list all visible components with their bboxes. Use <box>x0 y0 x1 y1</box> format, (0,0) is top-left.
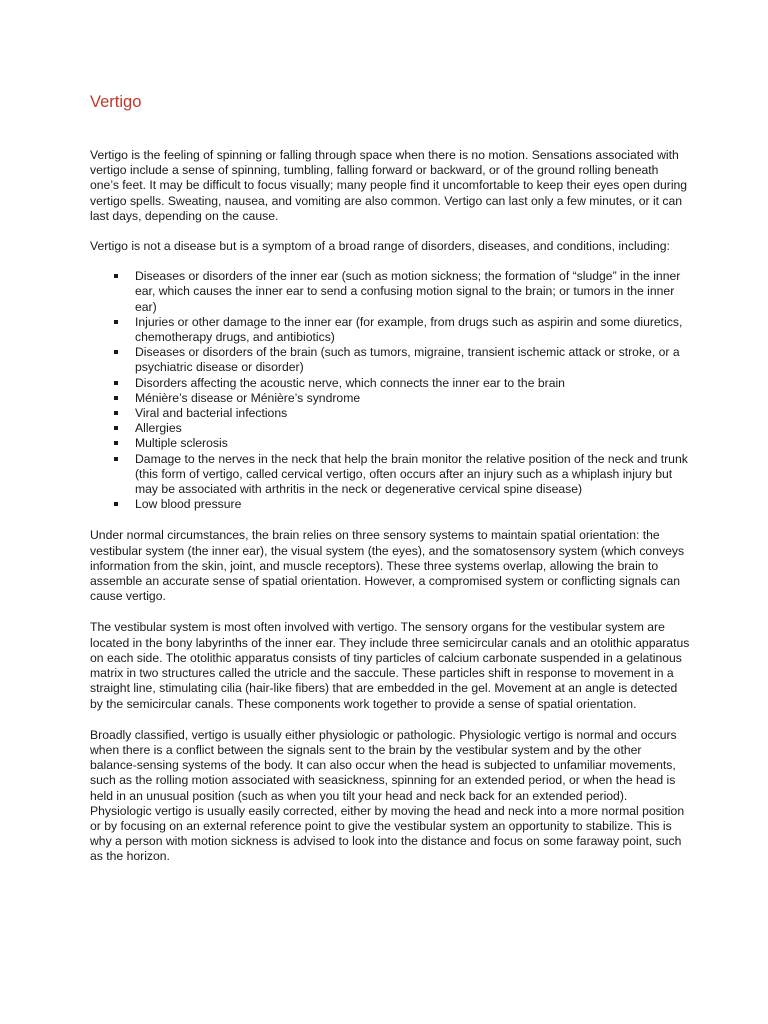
list-item: Ménière’s disease or Ménière’s syndrome <box>135 391 690 406</box>
document-title: Vertigo <box>90 93 142 111</box>
symptom-paragraph: Vertigo is not a disease but is a symptom of a broad range of disorders, diseases, and conditions, including: <box>90 239 670 254</box>
classification-paragraph: Broadly classified, vertigo is usually either physiologic or pathologic. Physiologic vertigo is normal and occurs when there is a conflict between the signals sent to the brain by the vestibular system and by the other balance-sensing systems of the body. It can also occur when the head is subjected to unfamiliar movements, such as the rolling motion associated with seasickness, spinning for an extended period, or when the head is held in an unusual position (such as when you tilt your head and neck back for an extended period). Physiologic vertigo is usually easily corrected, either by moving the head and neck into a more normal position or by focusing on an external reference point to give the vestibular system an opportunity to stabilize. This is why a person with motion sickness is advised to look into the distance and focus on some faraway point, such as the horizon. <box>90 727 685 864</box>
list-item: Multiple sclerosis <box>135 436 690 451</box>
list-item: Damage to the nerves in the neck that help the brain monitor the relative position of the neck and trunk (this form of vertigo, called cervical vertigo, often occurs after an injury such as a whiplash injury but may be associated with arthritis in the neck or degenerative cervical spine disease) <box>135 452 690 498</box>
vestibular-system-paragraph: The vestibular system is most often involved with vertigo. The sensory organs for the vestibular system are located in the bony labyrinths of the inner ear. They include three semicircular canals and an otolithic apparatus on each side. The otolithic apparatus consists of tiny particles of calcium carbonate suspended in a gelatinous matrix in two structures called the utricle and the saccule. These particles shift in response to movement in a straight line, stimulating cilia (hair-like fibers) that are embedded in the gel. Movement at an angle is detected by the semicircular canals. These components work together to provide a sense of spatial orientation. <box>90 620 690 711</box>
list-item: Viral and bacterial infections <box>135 406 690 421</box>
causes-list <box>90 269 690 512</box>
list-item: Diseases or disorders of the brain (such as tumors, migraine, transient ischemic attack or stroke, or a psychiatric disease or disorder) <box>135 345 690 375</box>
sensory-systems-paragraph: Under normal circumstances, the brain relies on three sensory systems to maintain spatial orientation: the vestibular system (the inner ear), the visual system (the eyes), and the somatosensory system (which conveys information from the skin, joint, and muscle receptors). These three systems overlap, allowing the brain to assemble an accurate sense of spatial orientation. However, a compromised system or conflicting signals can cause vertigo. <box>90 528 685 604</box>
list-item: Low blood pressure <box>135 497 690 512</box>
document-page <box>90 92 690 865</box>
list-item: Injuries or other damage to the inner ear (for example, from drugs such as aspirin and some diuretics, chemotherapy drugs, and antibiotics) <box>135 315 690 345</box>
intro-paragraph: Vertigo is the feeling of spinning or falling through space when there is no motion. Sensations associated with vertigo include a sense of spinning, tumbling, falling forward or backward, or of the ground rolling beneath one’s feet. It may be difficult to focus visually; many people find it uncomfortable to keep their eyes open during vertigo spells. Sweating, nausea, and vomiting are also common. Vertigo can last only a few minutes, or it can last days, depending on the cause. <box>90 148 688 223</box>
list-item: Disorders affecting the acoustic nerve, which connects the inner ear to the brain <box>135 376 690 391</box>
list-item: Allergies <box>135 421 690 436</box>
list-item: Diseases or disorders of the inner ear (such as motion sickness; the formation of “sludge” in the inner ear, which causes the inner ear to send a confusing motion signal to the brain; or tumors in the inner ear) <box>135 269 690 315</box>
